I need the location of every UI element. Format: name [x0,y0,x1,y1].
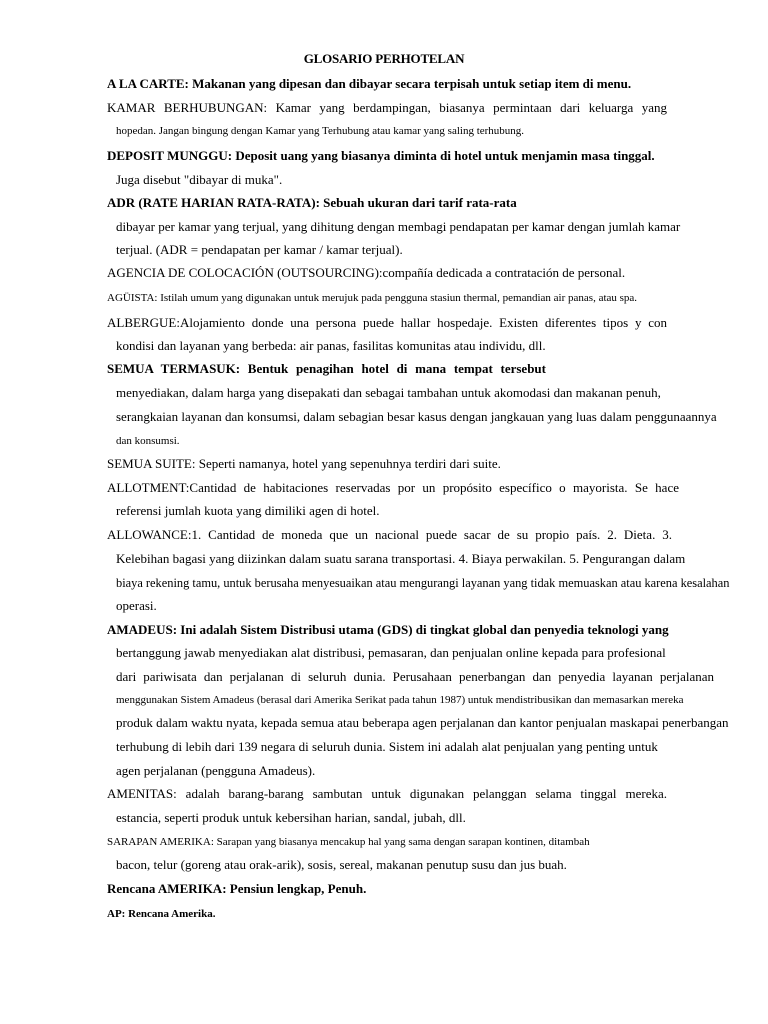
glossary-entry-continuation: kondisi dan layanan yang berbeda: air panas, fasilitas komunitas atau individu, dll. [116,338,546,353]
glossary-entry-albergue: ALBERGUE:Alojamiento donde una persona puede hallar hospedaje. Existen diferentes tipos y con [107,315,667,330]
glossary-entry-continuation: bertanggung jawab menyediakan alat distribusi, pemasaran, dan penjualan online kepada para profesional [116,645,666,660]
glossary-entry-continuation: bacon, telur (goreng atau orak-arik), sosis, sereal, makanan penutup susu dan jus buah. [116,857,567,872]
glossary-entry-a-la-carte: A LA CARTE: Makanan yang dipesan dan dibayar secara terpisah untuk setiap item di menu. [107,76,632,91]
glossary-entry-continuation: referensi jumlah kuota yang dimiliki agen di hotel. [116,503,380,518]
glossary-entry-continuation: terjual. (ADR = pendapatan per kamar / kamar terjual). [116,242,403,257]
glossary-entry-continuation: biaya rekening tamu, untuk berusaha menyesuaikan atau mengurangi layanan yang tidak memuaskan atau karena kesalahan [116,576,730,590]
glossary-entry-allowance: ALLOWANCE:1. Cantidad de moneda que un nacional puede sacar de su propio país. 2. Dieta. 3. [107,527,672,542]
glossary-entry-semua-termasuk: SEMUA TERMASUK: Bentuk penagihan hotel di mana tempat tersebut [107,361,546,376]
glossary-entry-continuation: dan konsumsi. [116,435,180,447]
glossary-entry-continuation: estancia, seperti produk untuk kebersihan harian, sandal, jubah, dll. [116,810,466,825]
glossary-entry-agencia-de-colocacion: AGENCIA DE COLOCACIÓN (OUTSOURCING):compañía dedicada a contratación de personal. [107,265,626,280]
glossary-entry-continuation: menggunakan Sistem Amadeus (berasal dari Amerika Serikat pada tahun 1987) untuk mendistribusikan dan memasarkan mereka [116,694,684,706]
glossary-entry-continuation: dibayar per kamar yang terjual, yang dihitung dengan membagi pendapatan per kamar dengan jumlah kamar [116,219,681,234]
glossary-entry-rencana-amerika: Rencana AMERIKA: Pensiun lengkap, Penuh. [107,881,367,896]
glossary-entry-continuation: terhubung di lebih dari 139 negara di seluruh dunia. Sistem ini adalah alat penjualan yang penting untuk [116,739,658,754]
glossary-entry-semua-suite: SEMUA SUITE: Seperti namanya, hotel yang sepenuhnya terdiri dari suite. [107,456,501,471]
glossary-entry-amenitas: AMENITAS: adalah barang-barang sambutan untuk digunakan pelanggan selama tinggal mereka. [107,786,667,801]
glossary-entry-continuation: operasi. [116,598,157,613]
glossary-entry-kamar-berhubungan: KAMAR BERHUBUNGAN: Kamar yang berdampingan, biasanya permintaan dari keluarga yang [107,100,667,115]
document-title: GLOSARIO PERHOTELAN [303,51,465,66]
glossary-entry-continuation: menyediakan, dalam harga yang disepakati dan sebagai tambahan untuk akomodasi dan makanan penuh, [116,385,661,400]
glossary-entry-continuation: hopedan. Jangan bingung dengan Kamar yang Terhubung atau kamar yang saling terhubung. [116,125,525,137]
glossary-entry-allotment: ALLOTMENT:Cantidad de habitaciones reservadas por un propósito específico o mayorista. Se hace [107,480,679,495]
glossary-entry-ap: AP: Rencana Amerika. [107,908,216,920]
glossary-entry-continuation: dari pariwisata dan perjalanan di seluruh dunia. Perusahaan penerbangan dan penyedia layanan perjalanan [116,669,714,684]
glossary-entry-amadeus: AMADEUS: Ini adalah Sistem Distribusi utama (GDS) di tingkat global dan penyedia teknologi yang [107,622,669,637]
glossary-entry-continuation: produk dalam waktu nyata, kepada semua atau beberapa agen perjalanan dan kantor penjualan maskapai penerbangan [116,715,729,730]
glossary-entry-deposit-munggu: DEPOSIT MUNGGU: Deposit uang yang biasanya diminta di hotel untuk menjamin masa tinggal. [107,148,655,163]
glossary-entry-continuation: Juga disebut "dibayar di muka". [116,172,283,187]
glossary-entry-continuation: agen perjalanan (pengguna Amadeus). [116,763,316,778]
glossary-entry-continuation: serangkaian layanan dan konsumsi, dalam sebagian besar kasus dengan jangkauan yang luas dalam penggunaannya [116,409,717,424]
glossary-entry-continuation: Kelebihan bagasi yang diizinkan dalam suatu sarana transportasi. 4. Biaya perwakilan. 5. Pengurangan dalam [116,551,686,566]
glossary-entry-adr: ADR (RATE HARIAN RATA-RATA): Sebuah ukuran dari tarif rata-rata [107,195,517,210]
glossary-entry-sarapan-amerika: SARAPAN AMERIKA: Sarapan yang biasanya mencakup hal yang sama dengan sarapan kontinen, ditambah [107,836,590,848]
glossary-entry-aguista: AGÜISTA: Istilah umum yang digunakan untuk merujuk pada pengguna stasiun thermal, pemandian air panas, atau spa. [107,292,638,304]
